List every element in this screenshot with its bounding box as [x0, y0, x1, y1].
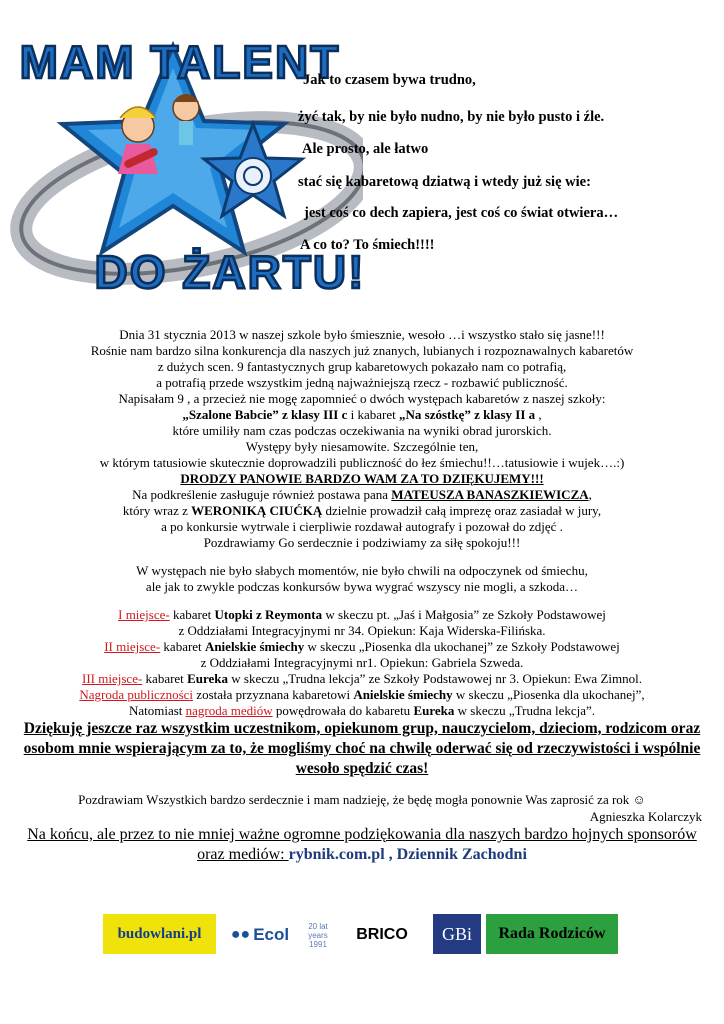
- cabaret-name: Eureka: [413, 703, 455, 718]
- result-line: [20, 607, 704, 623]
- greeting: Pozdrawiam Wszystkich bardzo serdecznie i mam nadzieję, że będę mogła ponownie Was zaprosić za rok ☺: [78, 792, 646, 807]
- result-line: [20, 639, 704, 655]
- paragraph: Napisałam 9 , a przecież nie mogę zapomnieć o dwóch występach kabaretów z naszej szkoły:: [118, 391, 606, 406]
- audience-award-label: Nagroda publiczności: [79, 687, 194, 702]
- paragraph: z dużych scen. 9 fantastycznych grup kabaretowych pokazało nam co potrafią,: [157, 359, 567, 374]
- thanks-all: Dziękuję jeszcze raz wszystkim uczestnikom, opiekunom grup, nauczycielom, dzieciom, rodzicom oraz osobom mnie wspierającym za to, że mogliśmy choć na chwilę oderwać się od rzeczywistości i wspólnie wesoło spędzić czas!: [23, 720, 701, 777]
- result-line: z Oddziałami Integracyjnymi nr1. Opiekun: Gabriela Szweda.: [200, 655, 524, 670]
- poem-line: stać się kabaretową dziatwą i wtedy już się wie:: [298, 174, 591, 190]
- drops-icon: ●●: [230, 926, 251, 943]
- article-body: [20, 327, 704, 865]
- cabaret-name: Utopki z Reymonta: [214, 607, 323, 622]
- text: Natomiast: [128, 703, 186, 718]
- brico-logo: BRICO: [356, 926, 408, 943]
- poem-line: Jak to czasem bywa trudno,: [303, 72, 476, 88]
- rada-rodzicow-logo: Rada Rodziców: [486, 914, 618, 954]
- first-place-label: I miejsce-: [118, 607, 170, 622]
- result-line: z Oddziałami Integracyjnymi nr 34. Opiekun: Kaja Widerska-Filińska.: [178, 623, 546, 638]
- text: kabaret: [142, 671, 188, 686]
- text: w skeczu „Trudna lekcja” ze Szkoły Podstawowej nr 3. Opiekun: Ewa Zimnol.: [228, 671, 642, 686]
- third-place-label: III miejsce-: [82, 671, 143, 686]
- paragraph: a potrafią przede wszystkim jedną najważniejszą rzecz - rozbawić publiczność.: [156, 375, 568, 390]
- text: ,: [535, 407, 542, 422]
- logo-title-bottom: DO ŻARTU!: [94, 246, 363, 298]
- paragraph: [20, 407, 704, 423]
- paragraph: [20, 503, 704, 519]
- second-place-label: II miejsce-: [104, 639, 161, 654]
- cohost-name: WERONIKĄ CIUĆKĄ: [191, 503, 323, 518]
- result-line: [20, 687, 704, 703]
- poem-line: jest coś co dech zapiera, jest coś co świat otwiera…: [304, 205, 619, 221]
- ecol-text: Ecol: [253, 925, 290, 944]
- gbi-logo: GBi: [433, 914, 481, 954]
- ecol-logo: [228, 916, 292, 954]
- media-names: rybnik.com.pl , Dziennik Zachodni: [288, 846, 527, 863]
- result-line: [20, 671, 704, 687]
- paragraph: w którym tatusiowie skutecznie doprowadzili publiczność do łez śmiechu!!…tatusiowie i wujek….:): [99, 455, 625, 470]
- sponsors-text: Na końcu, ale przez to nie mniej ważne ogromne podziękowania dla naszych bardzo hojnych sponsorów oraz mediów:: [27, 826, 697, 863]
- author-name: Agnieszka Kolarczyk: [589, 809, 702, 824]
- logo-title-top: MAM TALENT: [19, 36, 341, 88]
- text: w skeczu „Piosenka dla ukochanej” ze Szkoły Podstawowej: [304, 639, 620, 654]
- paragraph: Rośnie nam bardzo silna konkurencja dla naszych już znanych, lubianych i rozpoznawalnych kabaretów: [90, 343, 634, 358]
- text: kabaret: [160, 639, 205, 654]
- text: w skeczu „Piosenka dla ukochanej”,: [452, 687, 645, 702]
- text: została przyznana kabaretowi: [193, 687, 354, 702]
- text: ,: [588, 487, 592, 502]
- media-award-label: nagroda mediów: [185, 703, 273, 718]
- text: dzielnie prowadził całą imprezę oraz zasiadał w jury,: [322, 503, 602, 518]
- paragraph: Występy były niesamowite. Szczególnie ten,: [245, 439, 479, 454]
- text: i kabaret: [347, 407, 399, 422]
- text: w skeczu „Trudna lekcja”.: [454, 703, 596, 718]
- text: powędrowała do kabaretu: [272, 703, 414, 718]
- cabaret-name: Anielskie śmiechy: [204, 639, 305, 654]
- cabaret-name: „Szalone Babcie” z klasy III c: [182, 407, 348, 422]
- anniversary-logo: [300, 916, 336, 954]
- sponsor-logos: [0, 910, 724, 960]
- sponsors-thanks: [20, 825, 704, 865]
- cabaret-name: Eureka: [187, 671, 228, 686]
- paragraph: Pozdrawiamy Go serdecznie i podziwiamy za siłę spokoju!!!: [203, 535, 521, 550]
- budowlani-logo: budowlani.pl: [103, 914, 216, 954]
- text: który wraz z: [122, 503, 192, 518]
- poem-line: żyć tak, by nie było nudno, by nie było pusto i źle.: [298, 109, 605, 125]
- host-name: MATEUSZA BANASZKIEWICZA: [391, 487, 589, 502]
- paragraph: które umiliły nam czas podczas oczekiwania na wyniki obrad jurorskich.: [172, 423, 552, 438]
- cabaret-name: Anielskie śmiechy: [353, 687, 453, 702]
- poem-line: Ale prosto, ale łatwo: [302, 141, 429, 157]
- anniversary-text: 20 lat years 1991: [308, 921, 328, 949]
- mam-talent-logo: [8, 26, 363, 298]
- text: w skeczu pt. „Jaś i Małgosia” ze Szkoły Podstawowej: [322, 607, 606, 622]
- paragraph: W występach nie było słabych momentów, nie było chwili na odpoczynek od śmiechu,: [136, 563, 588, 578]
- poem-line: A co to? To śmiech!!!!: [300, 237, 435, 253]
- paragraph: Dnia 31 stycznia 2013 w naszej szkole było śmiesznie, wesoło …i wszystko stało się jasne!!!: [119, 327, 605, 342]
- paragraph: [20, 487, 704, 503]
- thanks-fathers: DRODZY PANOWIE BARDZO WAM ZA TO DZIĘKUJEMY!!!: [180, 471, 544, 486]
- paragraph: a po konkursie wytrwale i cierpliwie rozdawał autografy i pozował do zdjęć .: [161, 519, 563, 534]
- result-line: [20, 703, 704, 719]
- cabaret-name: „Na szóstkę” z klasy II a: [399, 407, 536, 422]
- text: Na podkreślenie zasługuje również postawa pana: [132, 487, 392, 502]
- text: kabaret: [169, 607, 215, 622]
- paragraph: ale jak to zwykle podczas konkursów bywa wygrać wszyscy nie mogli, a szkoda…: [145, 579, 579, 594]
